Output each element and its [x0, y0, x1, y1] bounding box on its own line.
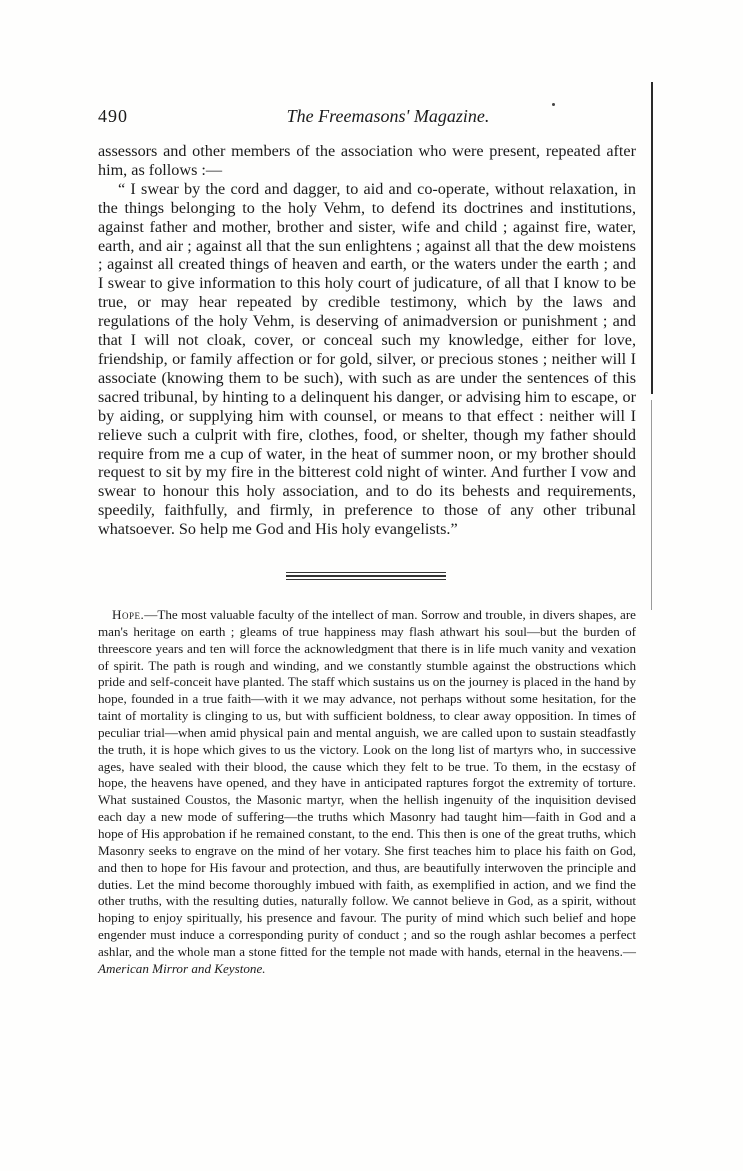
article-intro-paragraph: assessors and other members of the association who were present, repeated after him, as follows :— [98, 142, 636, 179]
hope-heading: Hope. [112, 607, 145, 622]
page-edge-line [651, 82, 653, 394]
page-header [98, 106, 638, 130]
running-title: The Freemasons' Magazine. [286, 106, 490, 126]
page-edge-line-faint [651, 400, 652, 610]
oath-paragraph: “ I swear by the cord and dagger, to aid and co-operate, without relaxation, in the things belonging to the holy Vehm, to defend its doctrines and institutions, against father and mother, brother and sister, wife and child ; against fire, water, earth, and air ; against all that the sun enlightens ; against all that the dew moistens ; against all created things of heaven and earth, or the waters under the earth ; and I swear to give information to this holy court of judicature, of all that I know to be true, or may hear repeated by credible testimony, which by the laws and regulations of the holy Vehm, is deserving of animadversion or punishment ; and that I will not cloak, cover, or conceal such my knowledge, either for love, friendship, or family affection or for gold, silver, or precious stones ; neither will I associate (knowing them to be such), with such as are under the sentences of this sacred tribunal, by hinting to a delinquent his danger, or advising him to escape, or by aiding, or supplying him with counsel, or means to that effect : neither will I relieve such a culprit with fire, clothes, food, or shelter, though my father should require from me a cup of water, in the heat of summer noon, or my brother should request to sit by my fire in the bitterest cold night of winter. And further I vow and swear to honour this holy association, and to do its behests and requirements, speedily, faithfully, and firmly, in preference to those of any other tribunal whatsoever. So help me God and His holy evangelists.” [98, 179, 636, 539]
section-divider-top [286, 572, 446, 573]
section-divider-bottom [286, 579, 446, 580]
hope-source: American Mirror and Keystone. [98, 960, 266, 976]
hope-paragraph [98, 607, 636, 978]
page-number: 490 [98, 106, 128, 126]
section-divider-middle [286, 575, 446, 577]
oath-article [98, 142, 636, 539]
hope-article [98, 607, 636, 978]
hope-body: —The most valuable faculty of the intellect of man. Sorrow and trouble, in divers shapes, are man's heritage on earth ; gleams of true happiness may flash athwart his soul—but the burden of threescore years and ten will force the acknowledgment that there is in life much vanity and vexation of spirit. The path is rough and winding, and we constantly stumble against the obstructions which pride and self-conceit have planted. The staff which sustains us on the journey is placed in the hand by hope, founded in a true faith—with it we may advance, not perhaps without some hesitation, for the taint of mortality is clinging to us, but with sufficient boldness, to clear away opposition. In times of peculiar trial—when amid physical pain and mental anguish, we are called upon to sustain steadfastly the truth, it is hope which gives to us the victory. Look on the long list of martyrs who, in successive ages, have sealed with their blood, the cause which they felt to be true. To them, in the ecstasy of hope, the heavens have opened, and they have in anticipated raptures forgot the extremity of torture. What sustained Coustos, the Masonic martyr, when the hellish ingenuity of the inquisition devised each day a new mode of suffering—the truths which Masonry had taught him—faith in God and a hope of His approbation if he remained constant, to the end. This then is one of the great truths, which Masonry seeks to engrave on the mind of her votary. She first teaches him to place his faith on God, and then to hope for His favour and protection, and thus, are beautifully interwoven the principle and duties. Let the mind become thoroughly imbued with faith, as exemplified in action, and we find the other truths, with the resulting duties, naturally follow. We cannot believe in God, as a spirit, without hoping to enjoy spiritually, his presence and favour. The purity of mind which such belief and hope engender must induce a corresponding purity of conduct ; and so the rough ashlar becomes a perfect ashlar, and the whole man a stone fitted for the temple not made with hands, eternal in the heavens.— [98, 607, 636, 959]
